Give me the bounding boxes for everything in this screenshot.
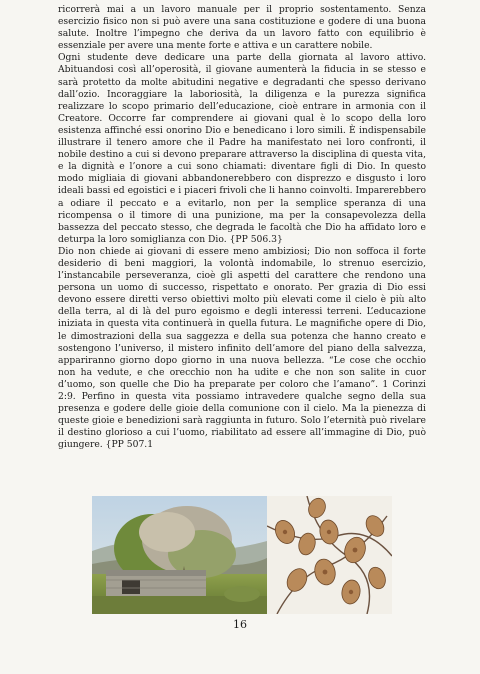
seed-pods-photo — [267, 496, 392, 614]
landscape-photo — [92, 496, 267, 614]
photo-strip — [92, 496, 392, 614]
paragraph-2: Ogni studente deve dedicare una parte della giornata al lavoro attivo. Abituandosi così all’operosità, il giovane aumenterà la fiducia in se stesso e sarà protetto da molte abitudini negative e degradanti che spesso derivano dall’ozio. Incoraggiare la laboriosità, la diligenza e la purezza significa realizzare lo scopo primario dell’educazione, cioè entrare in armonia con il Creatore. Occorre far comprendere ai giovani qual è lo scopo della loro esistenza affinché essi onorino Dio e benedicano i loro simili. È indispensabile illustrare il tenero amore che il Padre ha manifestato nei loro confronti, il nobile destino a cui si devono preparare attraverso la disciplina di questa vita, e la dignità e l’onore a cui sono chiamati: diventare figli di Dio. In questo modo migliaia di giovani abbandonerebbero con disprezzo e disgusto i loro ideali bassi ed egoistici e i piaceri frivoli che li hanno coinvolti. Imparerebbero a odiare il peccato e a evitarlo, non per la semplice speranza di una ricompensa o il timore di una punizione, ma per la consapevolezza della bassezza del peccato stesso, che degrada le facoltà che Dio ha affidato loro e deturpa la loro somiglianza con Dio. {PP 506.3} — [58, 52, 426, 245]
paragraph-3: Dio non chiede ai giovani di essere meno ambiziosi; Dio non soffoca il forte desiderio di beni maggiori, la volontà indomabile, lo strenuo esercizio, l’instancabile perseveranza, cioè gli aspetti del carattere che rendono una persona un uomo di successo, rispettato e onorato. Per grazia di Dio essi devono essere diretti verso obiettivi molto più elevati come il cielo è più alto della terra, al di là del puro egoismo e degli interessi terreni. L’educazione iniziata in questa vita continuerà in quella futura. Le magnifiche opere di Dio, le dimostrazioni della sua saggezza e della sua potenza che hanno creato e sostengono l’universo, il mistero infinito dell’amore del piano della salvezza, appariranno giorno dopo giorno in una nuova bellezza. “Le cose che occhio non ha vedute, e che orecchio non ha udite e che non son salite in cuor d’uomo, son quelle che Dio ha preparate per coloro che l’amano”. 1 Corinzi 2:9. Perfino in questa vita possiamo intravedere qualche segno della sua presenza e godere delle gioie della comunione con il cielo. Ma la pienezza di queste gioie e benedizioni sarà raggiunta in futuro. Solo l’eternità può rivelare il destino glorioso a cui l’uomo, riabilitato ad essere all’immagine di Dio, può giungere. {PP 507.1 — [58, 245, 426, 451]
paragraph-1: ricorrerà mai a un lavoro manuale per il proprio sostentamento. Senza esercizio fisico non si può avere una sana costituzione e godere di una buona salute. Inoltre l’impegno che deriva da un lavoro fatto con equilibrio è essenziale per avere una mente forte e attiva e un carattere nobile. — [58, 4, 426, 52]
page-number: 16 — [233, 618, 247, 631]
body-text — [58, 4, 426, 451]
